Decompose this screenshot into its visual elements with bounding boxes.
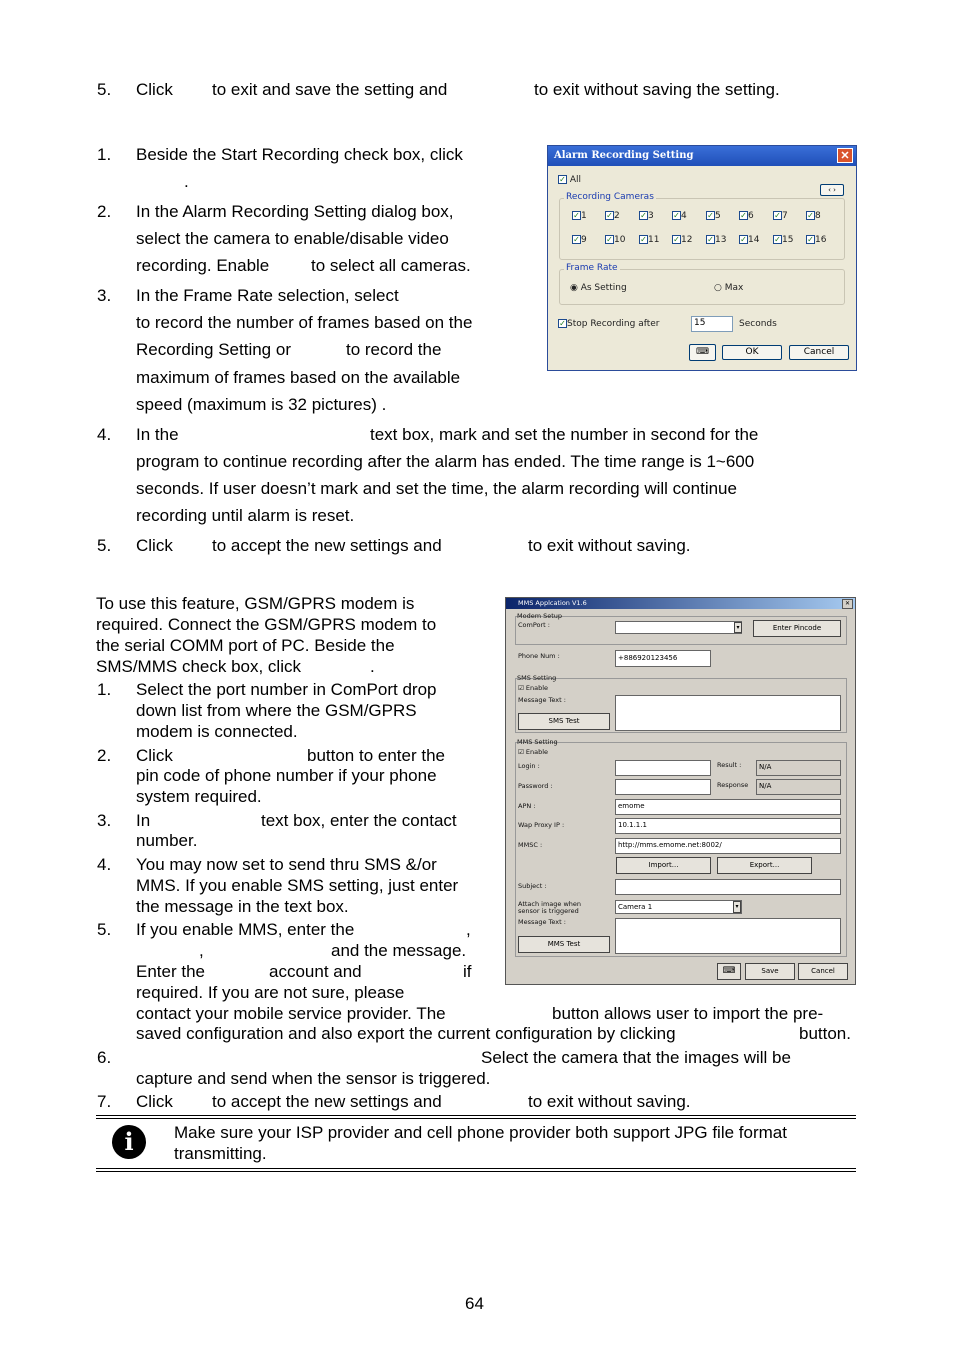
camera-checkbox[interactable]: ✓5 xyxy=(707,211,721,221)
step-text: Select the port number in ComPort drop xyxy=(136,680,437,699)
step-text: contact your mobile service provider. The xyxy=(136,1004,446,1023)
step-text: In the Alarm Recording Setting dialog box, xyxy=(136,202,454,221)
step-text: to exit without saving. xyxy=(528,536,691,555)
step-text: account and xyxy=(269,962,362,981)
checkbox-label: Enable xyxy=(525,684,549,692)
attach-camera-select[interactable]: Camera 1 xyxy=(615,900,742,914)
step-text: to exit without saving. xyxy=(528,1092,691,1111)
camera-checkbox[interactable]: ✓9 xyxy=(573,235,587,245)
step-text: to exit and save the setting and xyxy=(212,80,448,99)
step-text: button. xyxy=(799,1024,851,1043)
cancel-button[interactable]: Cancel xyxy=(789,345,849,360)
camera-checkbox[interactable]: ✓12 xyxy=(673,235,693,245)
result-field: N/A xyxy=(756,760,841,776)
divider xyxy=(96,1168,856,1169)
camera-number: 8 xyxy=(815,211,821,221)
dialog-title: Alarm Recording Setting xyxy=(554,150,694,161)
divider xyxy=(96,1115,856,1116)
intro-text: To use this feature, GSM/GPRS modem is xyxy=(96,594,415,613)
dialog-title: MMS Applcation V1.6 xyxy=(518,599,587,607)
step-text: Click xyxy=(136,1092,173,1111)
camera-checkbox[interactable]: ✓16 xyxy=(807,235,827,245)
mmsc-label: MMSC : xyxy=(518,841,543,849)
phone-num-label: Phone Num : xyxy=(518,652,560,660)
page-number: 64 xyxy=(465,1294,484,1313)
step-text: Click xyxy=(136,746,173,765)
phone-num-input[interactable]: +886920123456 xyxy=(615,650,711,667)
step-text: If you enable MMS, enter the xyxy=(136,920,355,939)
step-text: program to continue recording after the alarm has ended. The time range is 1~600 xyxy=(136,452,755,471)
response-field: N/A xyxy=(756,779,841,795)
all-label: All xyxy=(569,175,582,185)
as-setting-radio[interactable]: ◉ As Setting xyxy=(570,283,627,293)
enter-pincode-button[interactable]: Enter Pincode xyxy=(753,620,841,637)
step-text: Select the camera that the images will be xyxy=(481,1048,791,1067)
recording-cameras-group xyxy=(559,198,845,260)
step-text: . xyxy=(184,172,189,191)
password-input[interactable] xyxy=(615,779,711,795)
close-icon[interactable]: ✕ xyxy=(842,599,853,609)
step-text: Recording Setting or xyxy=(136,340,291,359)
sms-test-button[interactable]: SMS Test xyxy=(518,713,610,730)
step-text: to exit without saving the setting. xyxy=(534,80,780,99)
step-text: MMS. If you enable SMS setting, just enter xyxy=(136,876,459,895)
step-number: 3. xyxy=(97,811,112,830)
camera-number: 16 xyxy=(815,235,827,245)
step-text: button to enter the xyxy=(307,746,445,765)
step-number: 6. xyxy=(97,1048,112,1067)
step-text: if xyxy=(463,962,472,981)
camera-number: 7 xyxy=(782,211,788,221)
step-text: to record the xyxy=(346,340,442,359)
sms-enable-checkbox[interactable]: ☑ Enable xyxy=(518,684,549,692)
step-text: to accept the new settings and xyxy=(212,1092,442,1111)
camera-number: 4 xyxy=(681,211,687,221)
alarm-recording-dialog xyxy=(547,145,857,371)
camera-number: 14 xyxy=(748,235,760,245)
info-icon: i xyxy=(112,1125,146,1159)
mmsc-input[interactable]: http://mms.emome.net:8002/ xyxy=(615,838,841,854)
step-text: pin code of phone number if your phone xyxy=(136,766,437,785)
max-radio[interactable]: ○ Max xyxy=(714,283,744,293)
step-number: 7. xyxy=(97,1092,112,1111)
section-label: SMS Setting xyxy=(517,674,557,682)
attach-image-label xyxy=(518,901,581,915)
mms-test-button[interactable]: MMS Test xyxy=(518,936,610,953)
intro-text: required. Connect the GSM/GPRS modem to xyxy=(96,615,437,634)
step-text: modem is connected. xyxy=(136,722,298,741)
intro-text: . xyxy=(370,657,375,676)
group-label: Frame Rate xyxy=(566,263,618,273)
subject-label: Subject : xyxy=(518,882,547,890)
camera-number: 9 xyxy=(581,235,587,245)
intro-text: SMS/MMS check box, click xyxy=(96,657,301,676)
divider xyxy=(96,1118,856,1119)
save-button[interactable]: Save xyxy=(745,963,795,980)
step-number: 5. xyxy=(97,80,112,99)
cancel-button[interactable]: Cancel xyxy=(798,963,848,980)
checkbox-label: Stop Recording after xyxy=(567,319,660,329)
sms-message-textarea[interactable] xyxy=(615,695,841,731)
mms-application-dialog xyxy=(505,597,856,985)
step-text: , xyxy=(466,920,471,939)
step-text: text box, mark and set the number in second for the xyxy=(370,425,759,444)
step-number: 1. xyxy=(97,680,112,699)
camera-checkbox[interactable]: ✓3 xyxy=(640,211,654,221)
keyboard-icon[interactable]: ⌨ xyxy=(689,344,716,361)
comport-label: ComPort : xyxy=(518,621,550,629)
section-label: MMS Setting xyxy=(517,738,558,746)
camera-number: 5 xyxy=(715,211,721,221)
step-text: to select all cameras. xyxy=(311,256,471,275)
all-checkbox[interactable]: ✓ All xyxy=(559,175,582,185)
step-text: You may now set to send thru SMS &/or xyxy=(136,855,437,874)
step-text: Click xyxy=(136,536,173,555)
wap-proxy-label: Wap Proxy IP : xyxy=(518,821,565,829)
step-text: In xyxy=(136,811,151,830)
step-text: Beside the Start Recording check box, click xyxy=(136,145,463,164)
camera-number: 3 xyxy=(648,211,654,221)
close-icon[interactable]: ✕ xyxy=(837,148,853,163)
camera-checkbox[interactable]: ✓4 xyxy=(673,211,687,221)
step-number: 5. xyxy=(97,920,112,939)
step-text: to record the number of frames based on the xyxy=(136,313,473,332)
camera-number: 1 xyxy=(581,211,587,221)
message-text-label: Message Text : xyxy=(518,918,566,926)
step-number: 4. xyxy=(97,425,112,444)
step-number: 2. xyxy=(97,746,112,765)
step-text: saved configuration and also export the current configuration by clicking xyxy=(136,1024,676,1043)
message-text-label: Message Text : xyxy=(518,696,566,704)
note-text: Make sure your ISP provider and cell phone provider both support JPG file format xyxy=(174,1123,787,1142)
step-text: In the xyxy=(136,425,179,444)
response-label: Response xyxy=(717,781,749,789)
camera-number: 13 xyxy=(715,235,727,245)
camera-number: 2 xyxy=(614,211,620,221)
step-text: system required. xyxy=(136,787,262,806)
step-text: number. xyxy=(136,831,198,850)
step-text: select the camera to enable/disable video xyxy=(136,229,449,248)
step-text: down list from where the GSM/GPRS xyxy=(136,701,417,720)
divider xyxy=(96,1171,856,1172)
chevron-down-icon[interactable]: ▾ xyxy=(733,901,741,913)
camera-number: 12 xyxy=(681,235,693,245)
step-text: In the Frame Rate selection, select xyxy=(136,286,399,305)
login-label: Login : xyxy=(518,762,540,770)
login-input[interactable] xyxy=(615,760,711,776)
step-text: to accept the new settings and xyxy=(212,536,442,555)
step-text: button allows user to import the pre- xyxy=(552,1004,824,1023)
radio-label: As Setting xyxy=(580,283,627,293)
intro-text: the serial COMM port of PC. Beside the xyxy=(96,636,395,655)
camera-checkbox[interactable]: ✓8 xyxy=(807,211,821,221)
note-text: transmitting. xyxy=(174,1144,267,1163)
wap-proxy-input[interactable]: 10.1.1.1 xyxy=(615,818,841,834)
step-text: and the message. xyxy=(331,941,467,960)
step-text: Enter the xyxy=(136,962,205,981)
camera-checkbox[interactable]: ✓6 xyxy=(740,211,754,221)
seconds-input[interactable]: 15 xyxy=(691,316,733,332)
camera-number: 15 xyxy=(782,235,794,245)
stop-recording-checkbox[interactable]: ✓Stop Recording after xyxy=(559,319,660,329)
camera-checkbox[interactable]: ✓1 xyxy=(573,211,587,221)
step-text: maximum of frames based on the available xyxy=(136,368,461,387)
password-label: Password : xyxy=(518,782,553,790)
step-text: speed (maximum is 32 pictures) . xyxy=(136,395,387,414)
section-label: Modem Setup xyxy=(517,612,563,620)
dialog-titlebar xyxy=(506,598,855,609)
camera-checkbox[interactable]: ✓11 xyxy=(640,235,660,245)
step-text: recording. Enable xyxy=(136,256,270,275)
comport-select[interactable] xyxy=(615,621,742,634)
camera-checkbox[interactable]: ✓14 xyxy=(740,235,760,245)
camera-number: 10 xyxy=(614,235,626,245)
step-text: , xyxy=(199,941,204,960)
camera-checkbox[interactable]: ✓10 xyxy=(606,235,626,245)
mms-enable-checkbox[interactable]: ☑ Enable xyxy=(518,748,549,756)
ok-button[interactable]: OK xyxy=(722,345,782,360)
camera-number: 6 xyxy=(748,211,754,221)
step-text: required. If you are not sure, please xyxy=(136,983,405,1002)
step-text: Click xyxy=(136,80,173,99)
subject-input[interactable] xyxy=(615,879,841,895)
step-text: seconds. If user doesn’t mark and set the time, the alarm recording will continue xyxy=(136,479,737,498)
result-label: Result : xyxy=(717,761,742,769)
label-line: sensor is triggered xyxy=(518,907,579,915)
step-text: text box, enter the contact xyxy=(261,811,457,830)
camera-number: 11 xyxy=(648,235,660,245)
mms-message-textarea[interactable] xyxy=(615,918,841,954)
step-number: 5. xyxy=(97,536,112,555)
seconds-label: Seconds xyxy=(739,319,777,329)
apn-input[interactable]: emome xyxy=(615,799,841,815)
camera-checkbox[interactable]: ✓15 xyxy=(774,235,794,245)
radio-label: Max xyxy=(724,283,744,293)
camera-checkbox[interactable]: ✓13 xyxy=(707,235,727,245)
step-number: 1. xyxy=(97,145,112,164)
scroll-arrows-button[interactable]: ‹ › xyxy=(820,184,844,196)
step-text: capture and send when the sensor is triggered. xyxy=(136,1069,491,1088)
label-line: Attach image when xyxy=(518,900,582,908)
dialog-titlebar xyxy=(548,146,856,166)
step-number: 3. xyxy=(97,286,112,305)
step-number: 2. xyxy=(97,202,112,221)
import-button[interactable]: Import... xyxy=(616,857,711,874)
chevron-down-icon[interactable]: ▾ xyxy=(734,622,742,633)
keyboard-icon[interactable]: ⌨ xyxy=(717,963,741,980)
step-number: 4. xyxy=(97,855,112,874)
group-label: Recording Cameras xyxy=(566,192,654,202)
export-button[interactable]: Export... xyxy=(717,857,812,874)
apn-label: APN : xyxy=(518,802,536,810)
camera-checkbox[interactable]: ✓2 xyxy=(606,211,620,221)
checkbox-label: Enable xyxy=(525,748,549,756)
step-text: recording until alarm is reset. xyxy=(136,506,355,525)
camera-checkbox[interactable]: ✓7 xyxy=(774,211,788,221)
step-text: the message in the text box. xyxy=(136,897,349,916)
